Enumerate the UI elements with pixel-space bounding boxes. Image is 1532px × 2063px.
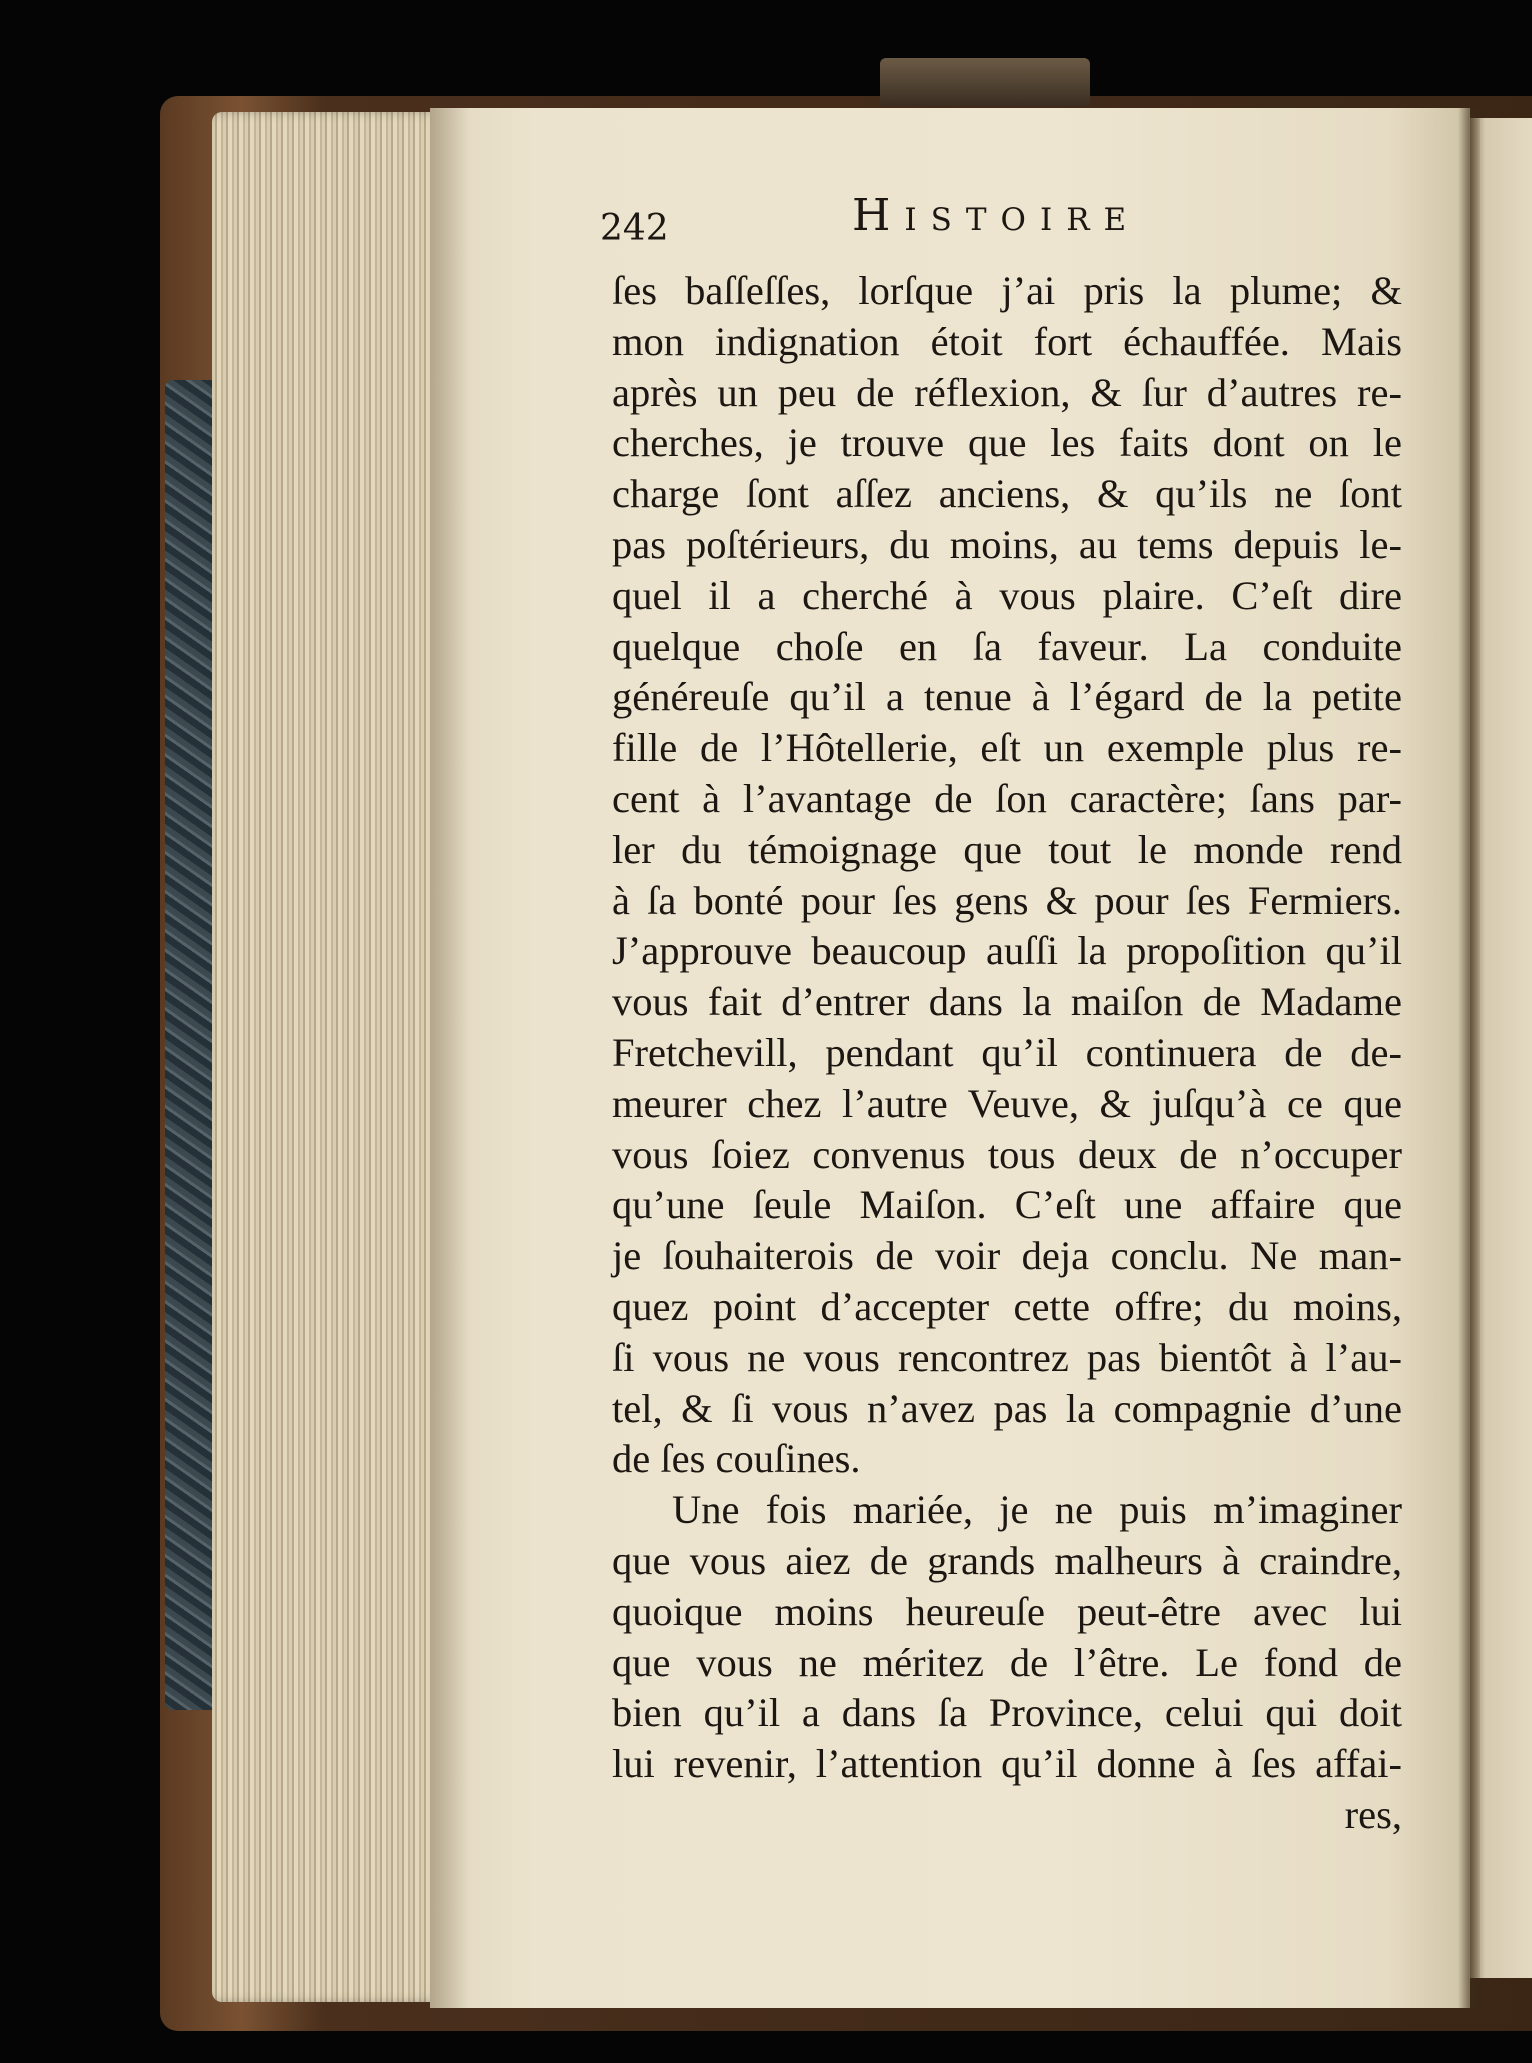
page-shadow (430, 108, 470, 2008)
text-line: qu’une ſeule Maiſon. C’eſt une affaire que (612, 1182, 1402, 1228)
text-line: Fretchevill, pendant qu’il continuera de de- (612, 1029, 1402, 1075)
text-line: meurer chez l’autre Veuve, & juſqu’à ce que (612, 1080, 1402, 1126)
text-line: après un peu de réflexion, & ſur d’autres re- (612, 369, 1402, 415)
text-line: cent à l’avantage de ſon caractère; ſans par- (612, 775, 1402, 821)
text-line: cherches, je trouve que les faits dont on le (612, 420, 1402, 466)
text-line: charge ſont aſſez anciens, & qu’ils ne ſont (612, 471, 1402, 517)
text-line: Une fois mariée, je ne puis m’imaginer (672, 1487, 1402, 1533)
page-gutter (1458, 108, 1480, 2008)
text-line: que vous aiez de grands malheurs à craindre, (612, 1537, 1402, 1583)
text-line: pas poſtérieurs, du moins, au tems depuis le- (612, 521, 1402, 567)
marbled-edge (165, 380, 217, 1710)
text-line: vous ſoiez convenus tous deux de n’occuper (612, 1131, 1402, 1177)
text-line: quez point d’accepter cette offre; du moins, (612, 1283, 1402, 1329)
catchword: res, (1344, 1791, 1402, 1837)
page-header (600, 190, 1400, 250)
text-line: quoique moins heureuſe peut-être avec lui (612, 1588, 1402, 1634)
text-line: de ſes couſines. (612, 1436, 861, 1482)
text-line: ſi vous ne vous rencontrez pas bientôt à l’au- (612, 1334, 1402, 1380)
page-block-edges (212, 112, 442, 2002)
text-line: ler du témoignage que tout le monde rend (612, 826, 1402, 872)
text-line: J’approuve beaucoup auſſi la propoſition qu’il (612, 928, 1402, 974)
text-line: je ſouhaiterois de voir deja conclu. Ne man- (612, 1233, 1402, 1279)
text-line: que vous ne méritez de l’être. Le fond de (612, 1639, 1402, 1685)
text-line: mon indignation étoit fort échauffée. Mais (612, 318, 1402, 364)
text-line: fille de l’Hôtellerie, eſt un exemple plus re- (612, 725, 1402, 771)
text-line: quel il a cherché à vous plaire. C’eſt dire (612, 572, 1402, 618)
text-line: lui revenir, l’attention qu’il donne à ſes affai- (612, 1741, 1402, 1787)
text-line: tel, & ſi vous n’avez pas la compagnie d’une (612, 1385, 1402, 1431)
text-line: vous fait d’entrer dans la maiſon de Madame (612, 979, 1402, 1025)
running-title: Histoire (852, 190, 1141, 241)
page-number: 242 (600, 208, 669, 249)
body-text (612, 266, 1402, 1841)
text-line: à ſa bonté pour ſes gens & pour ſes Fermiers. (612, 877, 1402, 923)
text-line: quelque choſe en ſa faveur. La conduite (612, 623, 1402, 669)
text-line: ſes baſſeſſes, lorſque j’ai pris la plume; & (612, 268, 1402, 313)
text-line: généreuſe qu’il a tenue à l’égard de la petite (612, 674, 1402, 720)
text-line: bien qu’il a dans ſa Province, celui qui doit (612, 1690, 1402, 1736)
spine-headband (880, 58, 1090, 106)
